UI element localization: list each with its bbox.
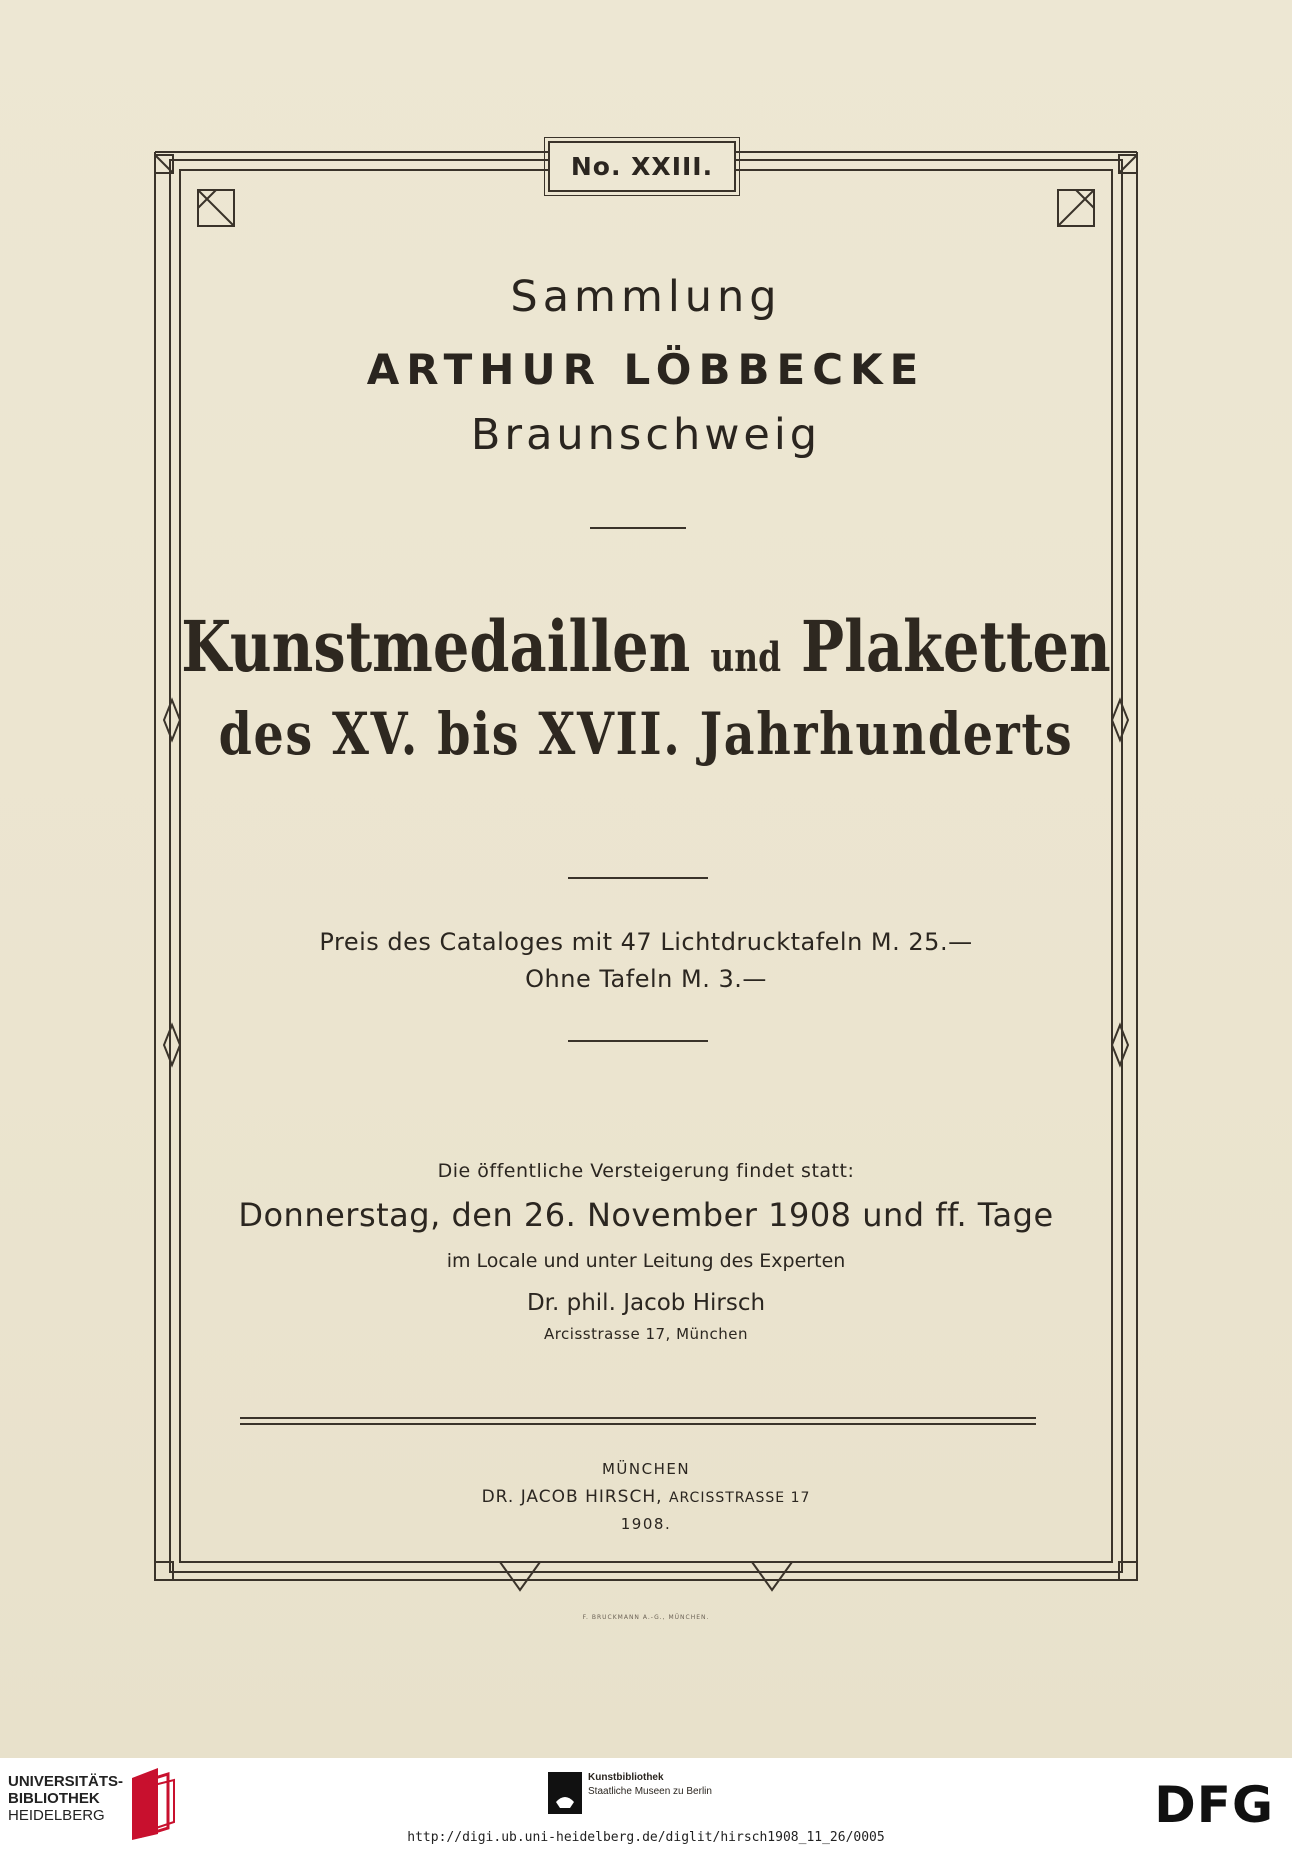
uni-line2: BIBLIOTHEK [8,1790,100,1807]
publication-year: 1908. [620,1515,672,1533]
collection-label: Sammlung [510,272,782,322]
main-title-line1 [116,605,1175,688]
uni-line1: UNIVERSITÄTS- [8,1773,124,1790]
expert-address: Arcisstrasse 17, München [543,1325,749,1343]
main-title-line2: des XV. bis XVII. Jahrhunderts [218,700,1074,768]
dfg-logo[interactable]: DFG [1154,1776,1274,1834]
divider [568,877,708,879]
printer-note: F. BRUCKMANN A.-G., MÜNCHEN. [582,1614,710,1621]
expert-name: Dr. phil. Jacob Hirsch [526,1290,766,1316]
catalog-number-box: No. XXIII. [548,141,736,192]
auction-intro: Die öffentliche Versteigerung findet statt: [437,1160,855,1182]
auction-location: im Locale und unter Leitung des Experten [446,1250,846,1272]
publisher-name: JACOB HIRSCH, [520,1487,663,1507]
collector-name: ARTHUR LÖBBECKE [366,345,926,394]
kunstbibliothek-logo[interactable] [548,1772,748,1820]
permalink-url[interactable]: http://digi.ub.uni-heidelberg.de/diglit/hirsch1908_11_26/0005 [407,1830,885,1845]
title-connector: und [710,634,782,681]
auction-date: Donnerstag, den 26. November 1908 und ff. Tage [238,1196,1054,1234]
uni-heidelberg-logo-text[interactable] [8,1773,123,1824]
price-with-plates: Preis des Cataloges mit 47 Lichtdrucktafeln M. 25.— [319,928,973,956]
digitization-footer [0,1758,1292,1850]
divider [568,1040,708,1042]
kb-institution: Staatliche Museen zu Berlin [588,1786,712,1797]
publisher-city: MÜNCHEN [601,1460,691,1478]
publisher-prefix: DR. [481,1487,515,1507]
publisher-line [0,1487,1292,1507]
uni-line3: HEIDELBERG [8,1807,105,1824]
publisher-street: ARCISSTRASSE 17 [668,1490,811,1506]
title-part2: Plaketten [801,605,1111,688]
kunstbibliothek-eagle-icon [548,1772,582,1814]
collection-city: Braunschweig [470,410,822,460]
title-part1: Kunstmedaillen [181,605,691,688]
price-without-plates: Ohne Tafeln M. 3.— [525,965,767,993]
kb-name: Kunstbibliothek [588,1772,664,1783]
divider [590,527,686,529]
